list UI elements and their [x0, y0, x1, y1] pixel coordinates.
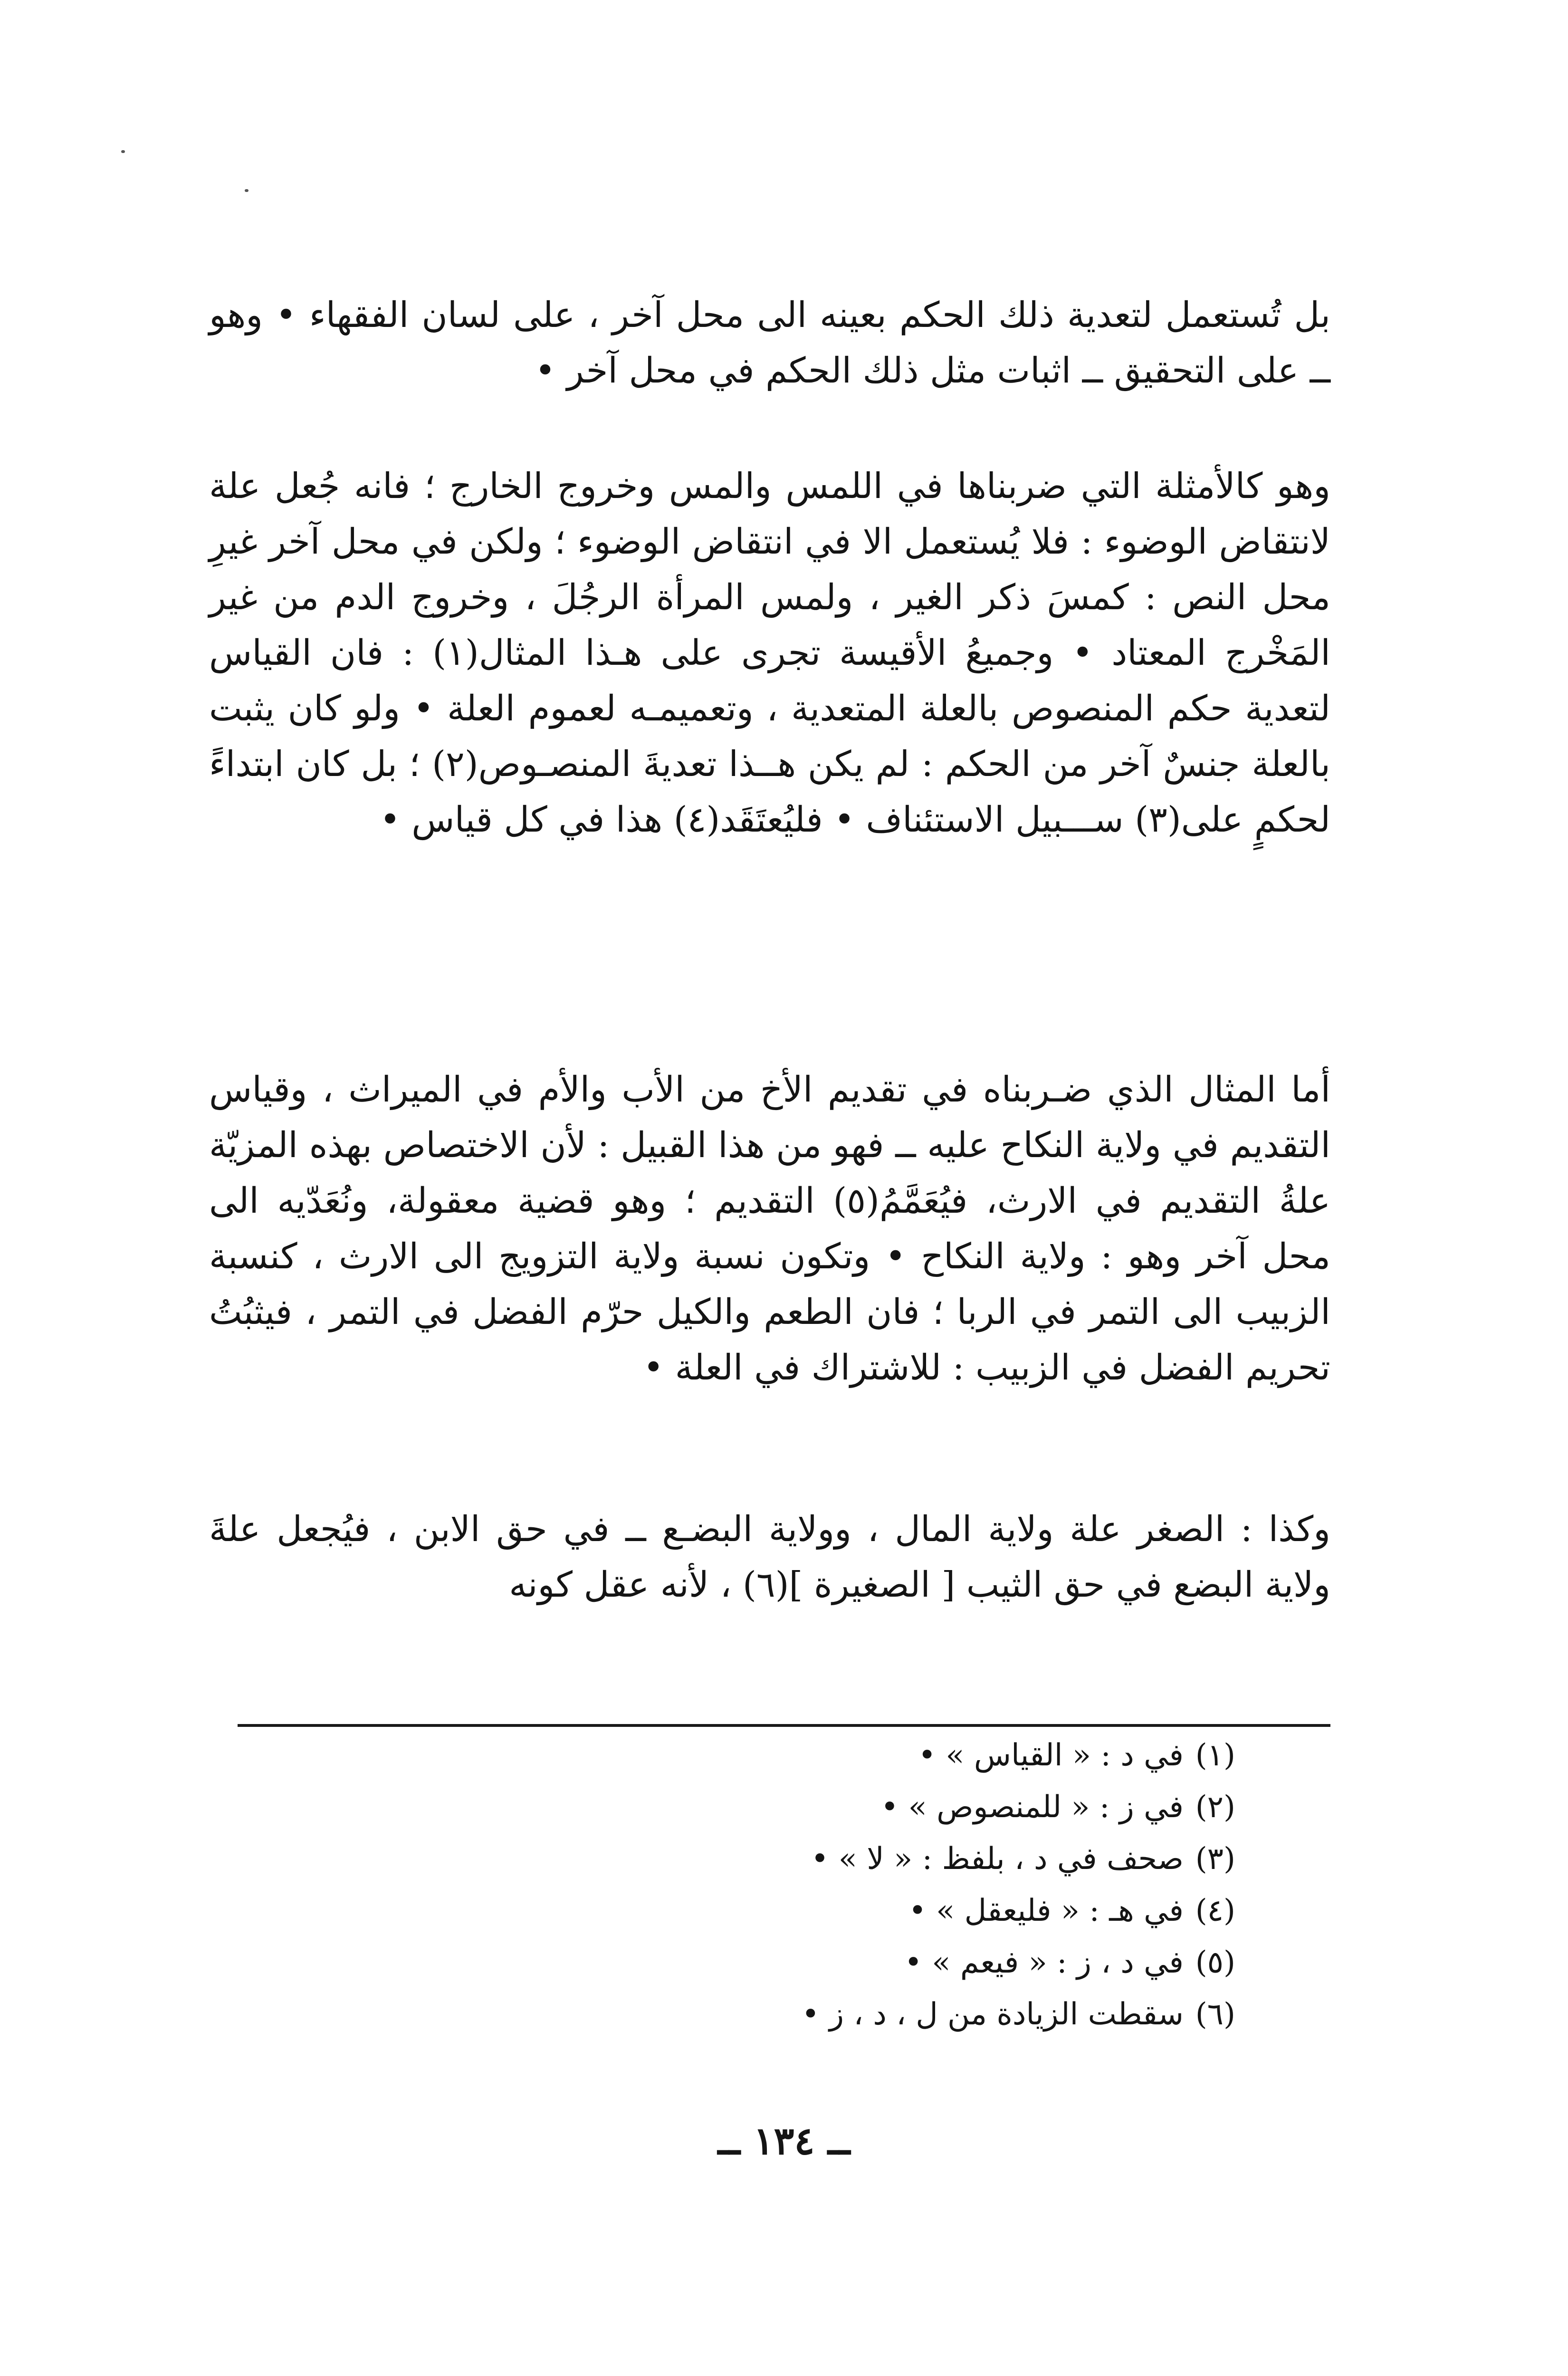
page-number: ــ ١٣٤ ــ — [717, 2118, 851, 2163]
footnote-number: (١) — [1195, 1738, 1235, 1773]
footnote-number: (٢) — [1195, 1790, 1235, 1825]
footnote-4 — [475, 1885, 1235, 1937]
footnote-number: (٤) — [1195, 1893, 1235, 1928]
footnotes — [475, 1730, 1235, 2041]
footnote-number: (٣) — [1195, 1841, 1235, 1877]
footnote-number: (٦) — [1195, 1997, 1235, 2032]
scan-speck — [121, 150, 125, 153]
footnote-6 — [475, 1989, 1235, 2041]
paragraph-3-text: أما المثال الذي ضـربناه في تقديم الأخ من الأب والأم في الميراث ، وقياس التقديم في ولاية النكاح عليه ــ فهو من هذا القبيل : لأن الاختصاص بهذه المزيّة علةُ التقديم في الارث، فيُعَمَّمُ(٥) التقديم ؛ وهو قضية معقولة، ونُعَدّيه الى محل آخر وهو : ولاية النكاح • وتكون نسبة ولاية التزويج الى الارث ، كنسبة الزبيب الى التمر في الربا ؛ فان الطعم والكيل حرّم الفضل في التمر ، فيثبُتُ تحريم الفضل في الزبيب : للاشتراك في العلة • — [209, 1069, 1330, 1388]
footnote-number: (٥) — [1195, 1945, 1235, 1980]
footnote-2 — [475, 1782, 1235, 1833]
footnote-text: في ز : « للمنصوص » • — [880, 1790, 1184, 1825]
footnote-3 — [475, 1833, 1235, 1885]
footnote-text: سقطت الزيادة من ل ، د ، ز • — [802, 1997, 1184, 2032]
footnote-1 — [475, 1730, 1235, 1782]
footnote-text: في هـ : « فليعقل » • — [908, 1893, 1184, 1928]
paragraph-1-text: بل تُستعمل لتعدية ذلك الحكم بعينه الى محل آخر ، على لسان الفقهاء • وهو ــ على التحقيق ــ اثبات مثل ذلك الحكم في محل آخر • — [209, 295, 1330, 391]
paragraph-3 — [209, 1062, 1330, 1396]
paragraph-2 — [209, 459, 1330, 848]
paragraph-4 — [209, 1502, 1330, 1613]
footnote-text: في د ، ز : « فيعم » • — [904, 1945, 1184, 1980]
scan-speck — [245, 189, 249, 192]
footnote-text: صحف في د ، بلفظ : « لا » • — [811, 1841, 1184, 1877]
paragraph-4-text: وكذا : الصغر علة ولاية المال ، وولاية البضـع ــ في حق الابن ، فيُجعل علةَ ولاية البضع في حق الثيب [ الصغيرة ](٦) ، لأنه عقل كونه — [209, 1509, 1330, 1605]
paragraph-1 — [209, 287, 1330, 399]
footnote-divider — [238, 1724, 1330, 1727]
footnote-text: في د : « القياس » • — [918, 1738, 1184, 1773]
paragraph-2-text: وهو كالأمثلة التي ضربناها في اللمس والمس وخروج الخارج ؛ فانه جُعل علة لانتقاض الوضوء : فلا يُستعمل الا في انتقاض الوضوء ؛ ولكن في محل آخر غيرِ محل النص : كمسَ ذكر الغير ، ولمس المرأة الرجُلَ ، وخروج الدم من غير المَخْرج المعتاد • وجميعُ الأقيسة تجرى على هـذا المثال(١) : فان القياس لتعدية حكم المنصوص بالعلة المتعدية ، وتعميمـه لعموم العلة • ولو كان يثبت بالعلة جنسٌ آخر من الحكم : لم يكن هــذا تعديةَ المنصـوص(٢) ؛ بل كان ابتداءً لحكمٍ على(٣) ســـبيل الاستئناف • فليُعتَقَد(٤) هذا في كل قياس • — [209, 466, 1330, 840]
footnote-5 — [475, 1937, 1235, 1989]
